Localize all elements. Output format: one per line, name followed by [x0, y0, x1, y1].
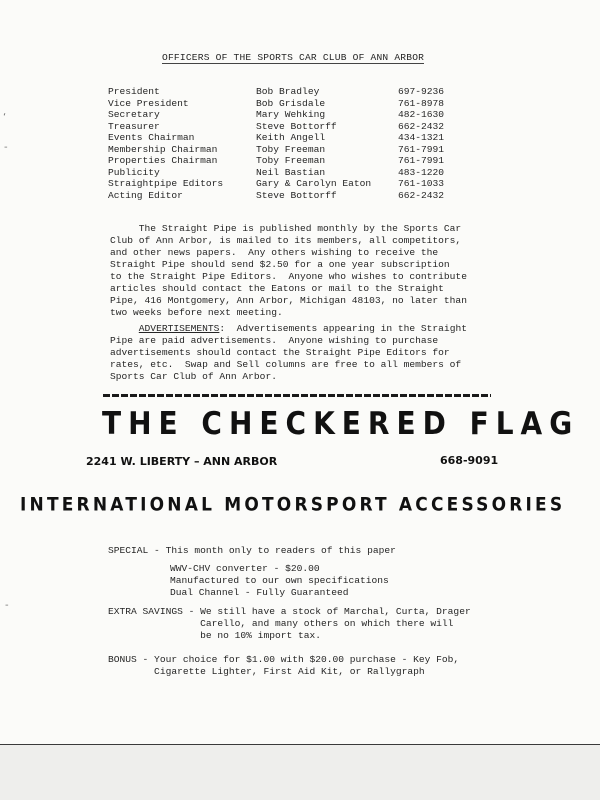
officer-row — [108, 155, 508, 167]
officer-name: Bob Grisdale — [256, 97, 326, 109]
margin-speck: ‘ — [3, 112, 7, 123]
officer-name: Bob Bradley — [256, 86, 320, 97]
ad-store-phone: 668-9091 — [440, 454, 499, 467]
publication-info-paragraph: The Straight Pipe is published monthly by the Sports Car Club of Ann Arbor, is mailed to its members, all competitors, and other news papers. Any others wishing to receive the Straight Pipe should send $2.50 for a one year subscription to the Straight Pipe Editors. Anyone who wishes to contribute articles should contact the Eatons or mail to the Straight Pipe, 416 Montgomery, Ann Arbor, Michigan 48103, no later than two weeks before next meeting. — [110, 223, 467, 318]
advertisements-body: Pipe are paid advertisements. Anyone wishing to purchase advertisements should contact the Straight Pipe Editors for rates, etc. Swap and Sell columns are free to all members of Sports Car Club of Ann Arbor. — [110, 335, 462, 382]
officer-role: Membership Chairman — [108, 143, 218, 155]
section-divider — [103, 394, 491, 397]
officer-name: Steve Bottorff — [256, 189, 337, 201]
officer-phone: 761-7991 — [398, 155, 445, 166]
officer-role: Events Chairman — [108, 132, 195, 143]
ad-extra-savings: EXTRA SAVINGS - We still have a stock of Marchal, Curta, Drager Carello, and many others on which there will be no 10% import tax. — [108, 606, 471, 641]
advertisements-paragraph — [110, 323, 490, 383]
officer-role: Straightpipe Editors — [108, 178, 224, 189]
scan-background — [0, 745, 600, 800]
officer-phone: 434-1321 — [398, 132, 445, 143]
officer-row — [108, 98, 508, 110]
officer-name: Mary Wehking — [256, 109, 326, 120]
margin-speck: - — [5, 600, 9, 611]
ad-store-title: THE CHECKERED FLAG — [102, 405, 580, 442]
officers-heading: OFFICERS OF THE SPORTS CAR CLUB OF ANN ARBOR — [162, 52, 425, 63]
officer-role: Publicity — [108, 166, 160, 178]
officer-name: Toby Freeman — [256, 155, 326, 166]
officer-role: Properties Chairman — [108, 155, 218, 166]
officer-row — [108, 144, 508, 156]
officer-phone: 761-7991 — [398, 143, 445, 155]
officer-row — [108, 109, 508, 121]
ad-store-address: 2241 W. LIBERTY – ANN ARBOR — [86, 455, 278, 468]
officer-name: Keith Angell — [256, 132, 326, 143]
officer-role: President — [108, 86, 160, 97]
officer-row — [108, 132, 508, 144]
officer-name: Steve Bottorff — [256, 120, 337, 132]
officer-phone: 483-1220 — [398, 166, 445, 178]
officer-row — [108, 86, 508, 98]
advertisements-first-line: : Advertisements appearing in the Straight — [219, 323, 467, 334]
officer-name: Neil Bastian — [256, 166, 326, 178]
officer-phone: 697-9236 — [398, 86, 445, 97]
officer-row — [108, 178, 508, 190]
officer-phone: 662-2432 — [398, 189, 445, 201]
officer-role: Treasurer — [108, 120, 160, 132]
margin-speck: - — [4, 142, 8, 153]
officer-phone: 482-1630 — [398, 109, 445, 120]
officer-name: Toby Freeman — [256, 143, 326, 155]
advertisements-label: ADVERTISEMENTS — [138, 323, 220, 334]
ad-special-items: WWV-CHV converter - $20.00 Manufactured to our own specifications Dual Channel - Fully Guaranteed — [170, 563, 389, 598]
officer-role: Vice President — [108, 97, 189, 109]
officers-list — [108, 86, 508, 201]
officer-name: Gary & Carolyn Eaton — [256, 178, 372, 189]
officer-phone: 662-2432 — [398, 120, 445, 132]
officer-role: Acting Editor — [108, 189, 183, 201]
ad-bonus: BONUS - Your choice for $1.00 with $20.00 purchase - Key Fob, Cigarette Lighter, First Aid Kit, or Rallygraph — [108, 654, 460, 677]
ad-special-line: SPECIAL - This month only to readers of this paper — [108, 545, 396, 556]
officer-role: Secretary — [108, 109, 160, 120]
ad-tagline: INTERNATIONAL MOTORSPORT ACCESSORIES — [20, 494, 566, 516]
officer-row — [108, 190, 508, 202]
officer-phone: 761-8978 — [398, 97, 445, 109]
officer-phone: 761-1033 — [398, 178, 445, 189]
officer-row — [108, 167, 508, 179]
officer-row — [108, 121, 508, 133]
